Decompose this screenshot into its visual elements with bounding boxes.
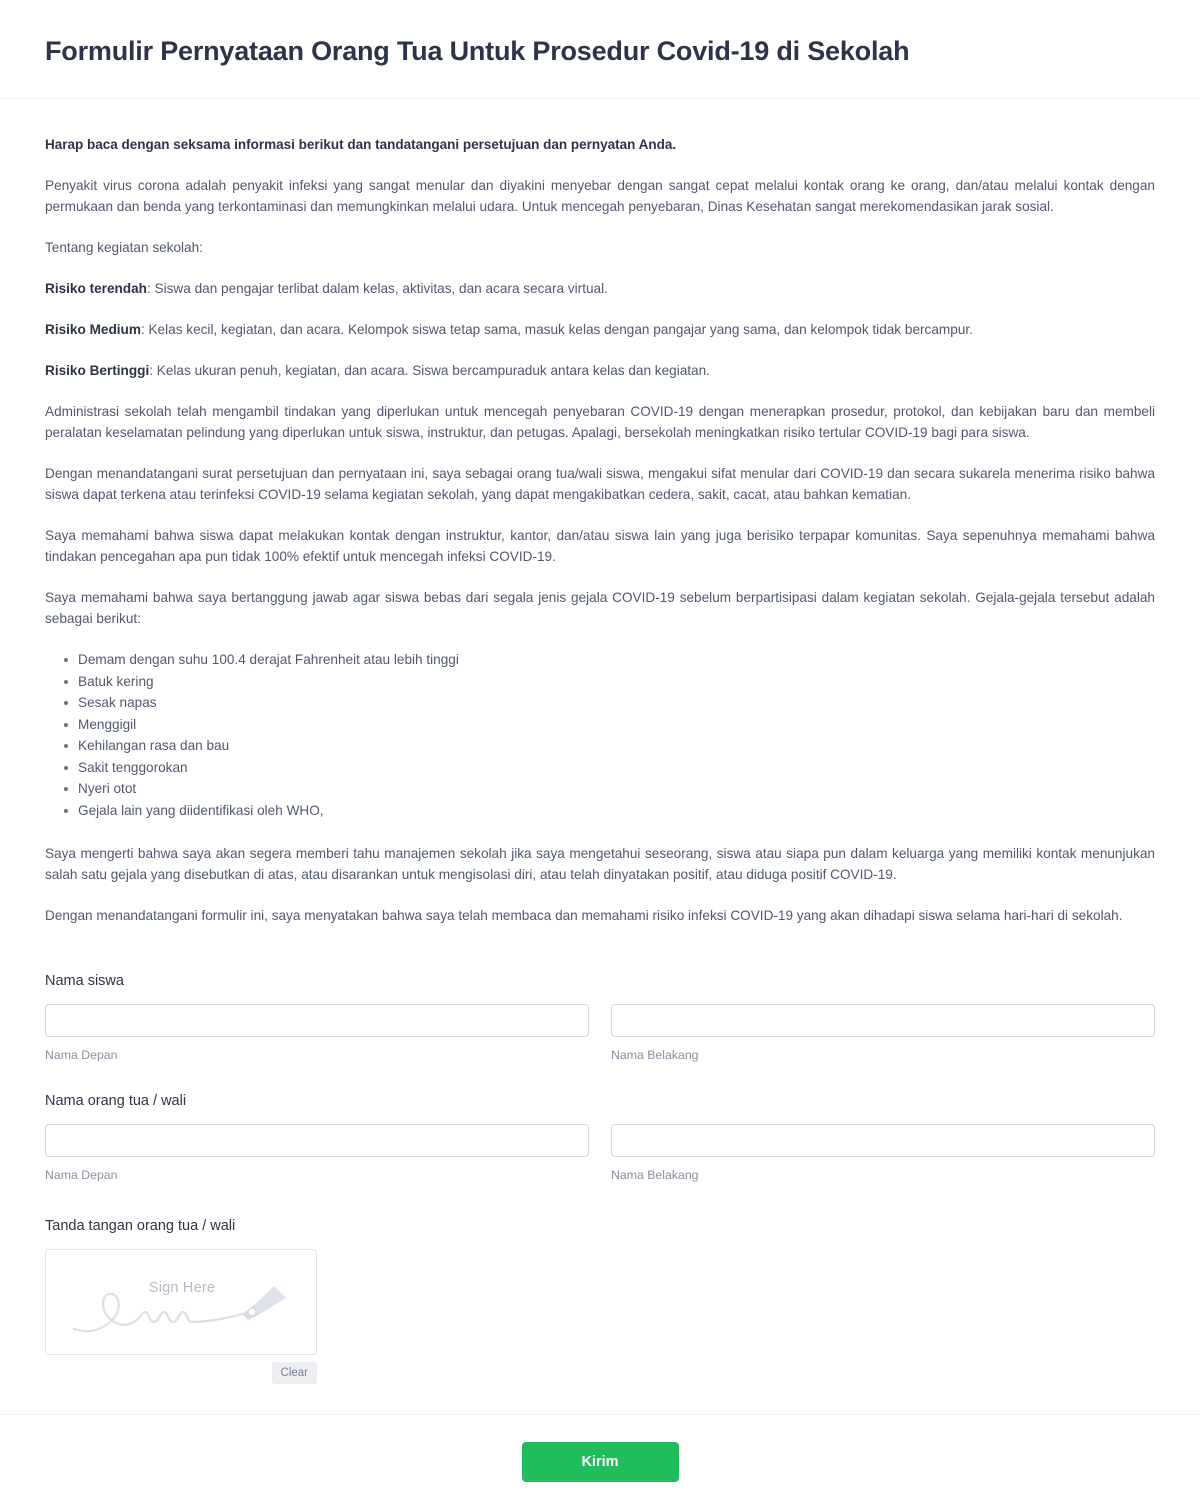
parent-first-name-input[interactable] [45, 1124, 589, 1157]
student-last-name-col [611, 1004, 1155, 1063]
paragraph-symptom-responsibility: Saya memahami bahwa saya bertanggung jawab agar siswa bebas dari segala jenis gejala COVID-19 sebelum berpartisipasi dalam kegiatan sekolah. Gejala-gejala tersebut adalah sebagai berikut: [45, 590, 1155, 626]
signature-hint-text: Sign Here [148, 1279, 216, 1296]
student-first-name-col [45, 1004, 589, 1063]
student-name-row [45, 1004, 1155, 1063]
student-first-name-sublabel: Nama Depan [45, 1047, 118, 1062]
signature-clear-row [45, 1362, 317, 1384]
paragraph-activities-heading: Tentang kegiatan sekolah: [45, 240, 203, 255]
parent-first-name-sublabel: Nama Depan [45, 1167, 118, 1182]
risk-medium-text: : Kelas kecil, kegiatan, dan acara. Kelompok siswa tetap sama, masuk kelas dengan pangajar yang sama, dan kelompok tidak bercampur. [140, 322, 973, 337]
paragraph-contact-risk: Saya memahami bahwa siswa dapat melakukan kontak dengan instruktur, kantor, dan/atau siswa lain yang juga berisiko terpapar komunitas. Saya sepenuhnya memahami bahwa tindakan pencegahan apa pun tidak 100% efektif untuk mencegah infeksi COVID-19. [45, 528, 1155, 564]
risk-medium-label: Risiko Medium [45, 322, 141, 337]
signature-label: Tanda tangan orang tua / wali [45, 1217, 236, 1234]
submit-button[interactable]: Kirim [522, 1442, 679, 1482]
risk-low [45, 278, 1155, 299]
risk-low-label: Risiko terendah [45, 281, 147, 296]
parent-last-name-input[interactable] [611, 1124, 1155, 1157]
list-item: Gejala lain yang diidentifikasi oleh WHO, [78, 800, 1155, 821]
signature-pad[interactable] [45, 1249, 317, 1355]
list-item: Kehilangan rasa dan bau [78, 735, 1155, 756]
paragraph-final-declaration: Dengan menandatangani formulir ini, saya menyatakan bahwa saya telah membaca dan memahami risiko infeksi COVID-19 yang akan dihadapi siswa selama hari-hari di sekolah. [45, 907, 1123, 923]
risk-high-text: : Kelas ukuran penuh, kegiatan, dan acara. Siswa bercampuraduk antara kelas dan kegiatan. [149, 363, 710, 378]
field-parent-name [45, 1091, 1155, 1183]
list-item: Sesak napas [78, 692, 1155, 713]
risk-medium [45, 319, 1155, 340]
list-item: Batuk kering [78, 671, 1155, 692]
paragraph-notify-management: Saya mengerti bahwa saya akan segera memberi tahu manajemen sekolah jika saya mengetahui seseorang, siswa atau siapa pun dalam keluarga yang memiliki kontak menunjukan salah satu gejala yang disebutkan di atas, atau disarankan untuk mengisolasi diri, atau telah dinyatakan positif, atau diduga positif COVID-19. [45, 845, 1155, 882]
parent-name-row [45, 1124, 1155, 1183]
paragraph-consent-acknowledgement: Dengan menandatangani surat persetujuan dan pernyataan ini, saya sebagai orang tua/wali siswa, mengakui sifat menular dari COVID-19 dan secara sukarela menerima risiko bahwa siswa dapat terkena atau terinfeksi COVID-19 selama kegiatan sekolah, yang dapat mengakibatkan cedera, sakit, cacat, atau bahkan kematian. [45, 466, 1155, 502]
list-item: Nyeri otot [78, 778, 1155, 799]
parent-first-name-col [45, 1124, 589, 1183]
student-last-name-input[interactable] [611, 1004, 1155, 1037]
parent-last-name-col [611, 1124, 1155, 1183]
form-footer [0, 1414, 1200, 1512]
parent-last-name-sublabel: Nama Belakang [611, 1167, 699, 1182]
paragraph-school-administration: Administrasi sekolah telah mengambil tindakan yang diperlukan untuk mencegah penyebaran COVID-19 dengan menerapkan prosedur, protokol, dan kebijakan baru dan membeli peralatan keselamatan pelindung yang diperlukan untuk siswa, instruktur, dan petugas. Apalagi, bersekolah meningkatkan risiko tertular COVID-19 bagi para siswa. [45, 404, 1155, 440]
student-first-name-input[interactable] [45, 1004, 589, 1037]
risk-high [45, 360, 1155, 381]
student-last-name-sublabel: Nama Belakang [611, 1047, 699, 1062]
paragraph-corona-intro: Penyakit virus corona adalah penyakit infeksi yang sangat menular dan diyakini menyebar dengan sangat cepat melalui kontak orang ke orang, dan/atau melalui kontak dengan permukaan dan benda yang terkontaminasi dan memungkinkan melalui udara. Untuk mencegah penyebaran, Dinas Kesehatan sangat merekomendasikan jarak sosial. [45, 178, 1155, 214]
page-title: Formulir Pernyataan Orang Tua Untuk Prosedur Covid-19 di Sekolah [45, 36, 910, 66]
list-item: Menggigil [78, 714, 1155, 735]
lead-instruction: Harap baca dengan seksama informasi berikut dan tandatangani persetujuan dan pernyatan Anda. [45, 137, 677, 152]
parent-name-label: Nama orang tua / wali [45, 1092, 187, 1109]
field-signature [45, 1216, 1155, 1384]
form-header [0, 0, 1200, 99]
form-body [0, 99, 1200, 1384]
signature-flourish-icon [46, 1250, 317, 1355]
field-student-name [45, 971, 1155, 1063]
list-item: Demam dengan suhu 100.4 derajat Fahrenheit atau lebih tinggi [78, 649, 1155, 670]
risk-high-label: Risiko Bertinggi [45, 363, 150, 378]
symptom-list [45, 649, 1155, 821]
student-name-label: Nama siswa [45, 972, 124, 989]
clear-signature-button[interactable]: Clear [272, 1362, 317, 1384]
risk-low-text: : Siswa dan pengajar terlibat dalam kelas, aktivitas, dan acara secara virtual. [146, 281, 608, 296]
list-item: Sakit tenggorokan [78, 757, 1155, 778]
